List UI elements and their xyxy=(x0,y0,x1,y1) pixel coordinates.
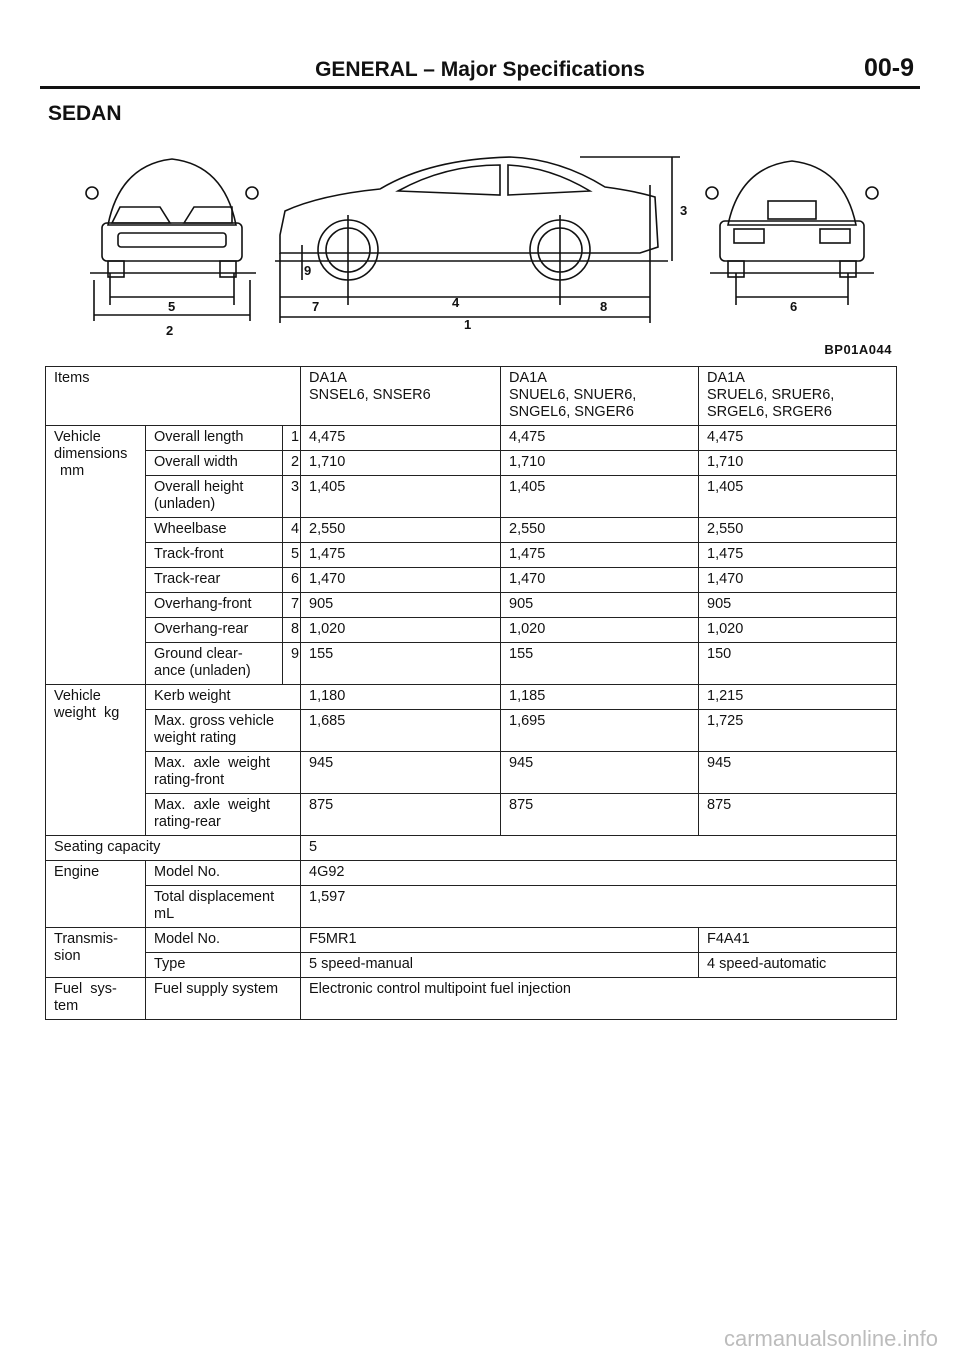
section-title: SEDAN xyxy=(48,102,122,125)
row-label xyxy=(146,643,283,685)
label-line: Max. axle weight xyxy=(154,797,271,813)
label-line: rating-rear xyxy=(154,814,221,830)
callout-3: 3 xyxy=(680,203,688,218)
cell-value: 150 xyxy=(699,643,897,685)
table-row xyxy=(46,953,897,978)
model-variants: SNSEL6, SNSER6 xyxy=(309,387,431,403)
cell-value: 1,710 xyxy=(301,451,501,476)
label-line: Total displacement xyxy=(154,889,275,905)
items-header: Items xyxy=(46,367,301,426)
model-variants: SRUEL6, SRUER6, xyxy=(707,387,835,403)
label-line: ance (unladen) xyxy=(154,663,251,679)
model-code: DA1A xyxy=(309,370,347,386)
table-row xyxy=(46,836,897,861)
cell-value: 1,475 xyxy=(301,543,501,568)
cell-value: 1,695 xyxy=(501,710,699,752)
cell-value: 1,725 xyxy=(699,710,897,752)
cell-value: 1,405 xyxy=(301,476,501,518)
cell-value: 1,685 xyxy=(301,710,501,752)
label-line: weight rating xyxy=(154,730,237,746)
cell-value: 1,470 xyxy=(699,568,897,593)
cell-value: 1,405 xyxy=(699,476,897,518)
cell-value: 4G92 xyxy=(301,861,897,886)
callout-2: 2 xyxy=(166,323,174,338)
model-code: DA1A xyxy=(707,370,745,386)
cell-value: 1,020 xyxy=(699,618,897,643)
front-view-drawing xyxy=(86,159,258,321)
table-row xyxy=(46,861,897,886)
group-label-line: tem xyxy=(54,998,79,1014)
callout-6: 6 xyxy=(790,299,798,314)
cell-value: 945 xyxy=(301,752,501,794)
callout-4: 4 xyxy=(452,295,460,310)
table-row xyxy=(46,886,897,928)
row-number: 7 xyxy=(283,593,301,618)
row-label: Overall length xyxy=(146,426,283,451)
table-row xyxy=(46,794,897,836)
cell-value: 155 xyxy=(301,643,501,685)
table-row xyxy=(46,568,897,593)
table-row xyxy=(46,593,897,618)
cell-value: 875 xyxy=(699,794,897,836)
label-line: Ground clear- xyxy=(154,646,243,662)
cell-value: 1,710 xyxy=(501,451,699,476)
figure-code: BP01A044 xyxy=(824,342,892,357)
callout-1: 1 xyxy=(464,317,472,332)
group-label-line: weight kg xyxy=(54,705,120,721)
group-label-line: dimensions xyxy=(54,446,128,462)
cell-value: 1,020 xyxy=(501,618,699,643)
row-number: 9 xyxy=(283,643,301,685)
cell-value: 1,020 xyxy=(301,618,501,643)
cell-value: 1,185 xyxy=(501,685,699,710)
row-label: Overhang-front xyxy=(146,593,283,618)
callout-9: 9 xyxy=(304,263,312,278)
row-number: 1 xyxy=(283,426,301,451)
cell-value: 1,470 xyxy=(301,568,501,593)
specifications-table xyxy=(45,366,897,1020)
table-row xyxy=(46,978,897,1020)
row-number: 8 xyxy=(283,618,301,643)
cell-value: 4 speed-automatic xyxy=(699,953,897,978)
cell-value: 875 xyxy=(501,794,699,836)
row-label xyxy=(146,794,301,836)
table-row xyxy=(46,426,897,451)
row-label xyxy=(146,886,301,928)
row-label: Kerb weight xyxy=(146,685,301,710)
cell-value: 4,475 xyxy=(301,426,501,451)
table-row xyxy=(46,685,897,710)
vehicle-dimensions-diagram xyxy=(80,145,900,340)
cell-value: 945 xyxy=(699,752,897,794)
row-label xyxy=(146,710,301,752)
model-header xyxy=(501,367,699,426)
cell-value: 1,470 xyxy=(501,568,699,593)
callout-5: 5 xyxy=(168,299,176,314)
cell-value: 905 xyxy=(301,593,501,618)
cell-value: Electronic control multipoint fuel injection xyxy=(301,978,897,1020)
dimensions-group-label xyxy=(46,426,146,685)
label-line: Max. axle weight xyxy=(154,755,271,771)
cell-value: 5 speed-manual xyxy=(301,953,699,978)
row-label: Track-rear xyxy=(146,568,283,593)
callout-8: 8 xyxy=(600,299,608,314)
cell-value: 1,215 xyxy=(699,685,897,710)
cell-value: 4,475 xyxy=(501,426,699,451)
group-label-line: Vehicle xyxy=(54,429,101,445)
cell-value: 945 xyxy=(501,752,699,794)
cell-value: 1,597 xyxy=(301,886,897,928)
table-row xyxy=(46,710,897,752)
row-label: Overhang-rear xyxy=(146,618,283,643)
model-code: DA1A xyxy=(509,370,547,386)
cell-value: 1,710 xyxy=(699,451,897,476)
fuel-group-label xyxy=(46,978,146,1020)
group-label-line: Vehicle xyxy=(54,688,101,704)
group-label-line: mm xyxy=(60,463,85,479)
page-title: GENERAL – Major Specifications xyxy=(315,58,645,81)
cell-value: 1,475 xyxy=(699,543,897,568)
table-row xyxy=(46,451,897,476)
group-label-line: Transmis- xyxy=(54,931,118,947)
cell-value: 1,405 xyxy=(501,476,699,518)
row-label: Overall width xyxy=(146,451,283,476)
row-label: Fuel supply system xyxy=(146,978,301,1020)
row-number: 2 xyxy=(283,451,301,476)
group-label-line: sion xyxy=(54,948,81,964)
table-row xyxy=(46,752,897,794)
group-label-line: Fuel sys- xyxy=(54,981,117,997)
weight-group-label xyxy=(46,685,146,836)
cell-value: 905 xyxy=(699,593,897,618)
table-row xyxy=(46,543,897,568)
model-variants: SRGEL6, SRGER6 xyxy=(707,404,832,420)
cell-value: 2,550 xyxy=(301,518,501,543)
table-row xyxy=(46,928,897,953)
table-row xyxy=(46,643,897,685)
row-label xyxy=(146,476,283,518)
label-line: (unladen) xyxy=(154,496,216,512)
cell-value: 5 xyxy=(301,836,897,861)
table-row xyxy=(46,618,897,643)
side-view-drawing xyxy=(275,157,680,323)
cell-value: F4A41 xyxy=(699,928,897,953)
label-line: Overall height xyxy=(154,479,244,495)
cell-value: 4,475 xyxy=(699,426,897,451)
transmission-group-label xyxy=(46,928,146,978)
label-line: rating-front xyxy=(154,772,225,788)
row-label xyxy=(146,752,301,794)
cell-value: 875 xyxy=(301,794,501,836)
callout-7: 7 xyxy=(312,299,320,314)
row-number: 6 xyxy=(283,568,301,593)
page-header xyxy=(40,50,920,90)
row-label: Model No. xyxy=(146,861,301,886)
header-rule xyxy=(40,86,920,89)
row-label: Seating capacity xyxy=(46,836,301,861)
label-line: Max. gross vehicle xyxy=(154,713,275,729)
engine-group-label: Engine xyxy=(46,861,146,928)
row-label: Model No. xyxy=(146,928,301,953)
row-number: 3 xyxy=(283,476,301,518)
cell-value: 2,550 xyxy=(699,518,897,543)
cell-value: 2,550 xyxy=(501,518,699,543)
cell-value: 1,180 xyxy=(301,685,501,710)
model-variants: SNGEL6, SNGER6 xyxy=(509,404,634,420)
watermark: carmanualsonline.info xyxy=(723,1326,938,1351)
rear-view-drawing xyxy=(706,161,878,305)
row-number: 5 xyxy=(283,543,301,568)
model-header xyxy=(699,367,897,426)
table-row xyxy=(46,476,897,518)
row-number: 4 xyxy=(283,518,301,543)
cell-value: 155 xyxy=(501,643,699,685)
page-number: 00-9 xyxy=(863,54,914,82)
model-header xyxy=(301,367,501,426)
cell-value: 1,475 xyxy=(501,543,699,568)
row-label: Wheelbase xyxy=(146,518,283,543)
table-row xyxy=(46,518,897,543)
label-line: mL xyxy=(154,906,175,922)
cell-value: 905 xyxy=(501,593,699,618)
row-label: Type xyxy=(146,953,301,978)
cell-value: F5MR1 xyxy=(301,928,699,953)
row-label: Track-front xyxy=(146,543,283,568)
table-header-row xyxy=(46,367,897,426)
model-variants: SNUEL6, SNUER6, xyxy=(509,387,637,403)
